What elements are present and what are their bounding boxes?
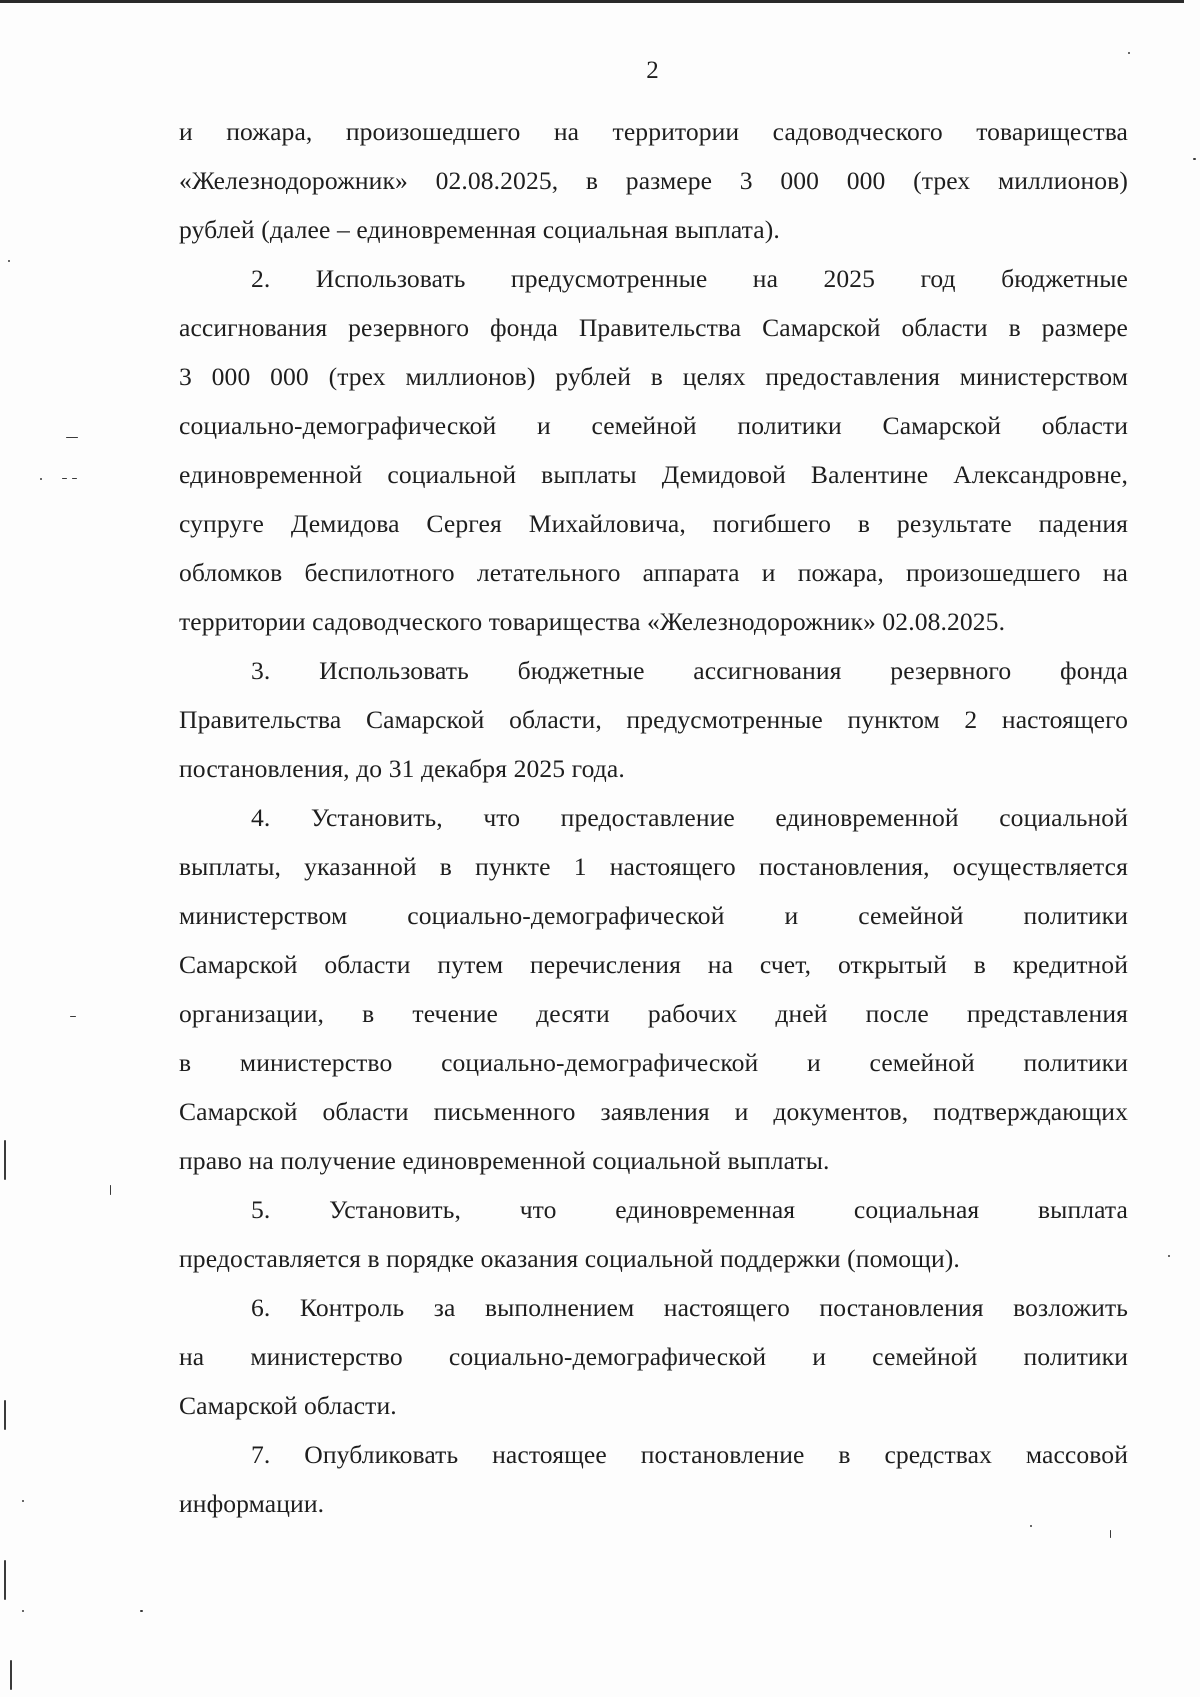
text-line: право на получение единовременной социальной выплаты. — [179, 1146, 830, 1175]
paragraph-item-2 — [179, 254, 1128, 646]
scan-speck — [22, 1610, 24, 1612]
text-line: министерством социально-демографической и семейной политики — [179, 901, 1128, 930]
text-line: Самарской области путем перечисления на счет, открытый в кредитной — [179, 950, 1128, 979]
scan-speck — [66, 437, 78, 438]
text-line: Самарской области письменного заявления и документов, подтверждающих — [179, 1097, 1128, 1126]
scan-speck — [72, 478, 77, 479]
text-line: территории садоводческого товарищества «Железнодорожник» 02.08.2025. — [179, 607, 1006, 636]
text-line: организации, в течение десяти рабочих дней после представления — [179, 999, 1128, 1028]
scan-speck — [8, 260, 10, 262]
text-line: информации. — [179, 1489, 325, 1518]
text-line: в министерство социально-демографической и семейной политики — [179, 1048, 1128, 1077]
text-line: Самарской области. — [179, 1391, 397, 1420]
text-line: и пожара, произошедшего на территории садоводческого товарищества — [179, 117, 1128, 146]
text-line: обломков беспилотного летательного аппарата и пожара, произошедшего на — [179, 558, 1128, 587]
paragraph-continuation — [179, 107, 1128, 254]
text-line: 6. Контроль за выполнением настоящего постановления возложить — [251, 1293, 1128, 1322]
scan-speck — [4, 1560, 6, 1600]
scan-speck — [1110, 1530, 1111, 1538]
text-line: супруге Демидова Сергея Михайловича, погибшего в результате падения — [179, 509, 1128, 538]
paragraph-item-7 — [179, 1430, 1128, 1528]
text-line: единовременной социальной выплаты Демидовой Валентине Александровне, — [179, 460, 1128, 489]
text-line: 2. Использовать предусмотренные на 2025 год бюджетные — [251, 264, 1128, 293]
scan-speck — [4, 1400, 6, 1430]
text-line: ассигнования резервного фонда Правительства Самарской области в размере — [179, 313, 1128, 342]
scan-speck — [70, 1016, 76, 1017]
scan-speck — [1128, 52, 1130, 54]
text-line: выплаты, указанной в пункте 1 настоящего постановления, осуществляется — [179, 852, 1128, 881]
scan-speck — [1030, 1525, 1032, 1527]
text-line: предоставляется в порядке оказания социальной поддержки (помощи). — [179, 1244, 960, 1273]
text-line: 3 000 000 (трех миллионов) рублей в целях предоставления министерством — [179, 362, 1128, 391]
scan-speck — [1168, 1255, 1170, 1257]
paragraph-item-6 — [179, 1283, 1128, 1430]
text-line: «Железнодорожник» 02.08.2025, в размере 3 000 000 (трех миллионов) — [179, 166, 1128, 195]
paragraph-item-3 — [179, 646, 1128, 793]
scan-speck — [10, 1660, 12, 1690]
document-body — [179, 107, 1128, 1528]
scan-speck — [110, 1185, 111, 1195]
scan-speck — [62, 478, 67, 479]
paragraph-item-5 — [179, 1185, 1128, 1283]
scan-speck — [140, 1610, 143, 1612]
text-line: постановления, до 31 декабря 2025 года. — [179, 754, 625, 783]
scan-speck — [1193, 158, 1196, 160]
text-line: 4. Установить, что предоставление единовременной социальной — [251, 803, 1128, 832]
text-line: на министерство социально-демографической и семейной политики — [179, 1342, 1128, 1371]
scan-speck — [4, 1140, 6, 1180]
text-line: 3. Использовать бюджетные ассигнования резервного фонда — [251, 656, 1128, 685]
scan-top-edge — [0, 0, 1184, 3]
text-line: 5. Установить, что единовременная социальная выплата — [251, 1195, 1128, 1224]
scan-speck — [40, 478, 42, 480]
page-number: 2 — [646, 57, 659, 84]
text-line: рублей (далее – единовременная социальная выплата). — [179, 215, 780, 244]
scan-speck — [22, 1500, 24, 1502]
text-line: Правительства Самарской области, предусмотренные пунктом 2 настоящего — [179, 705, 1128, 734]
text-line: социально-демографической и семейной политики Самарской области — [179, 411, 1128, 440]
text-line: 7. Опубликовать настоящее постановление в средствах массовой — [251, 1440, 1128, 1469]
paragraph-item-4 — [179, 793, 1128, 1185]
